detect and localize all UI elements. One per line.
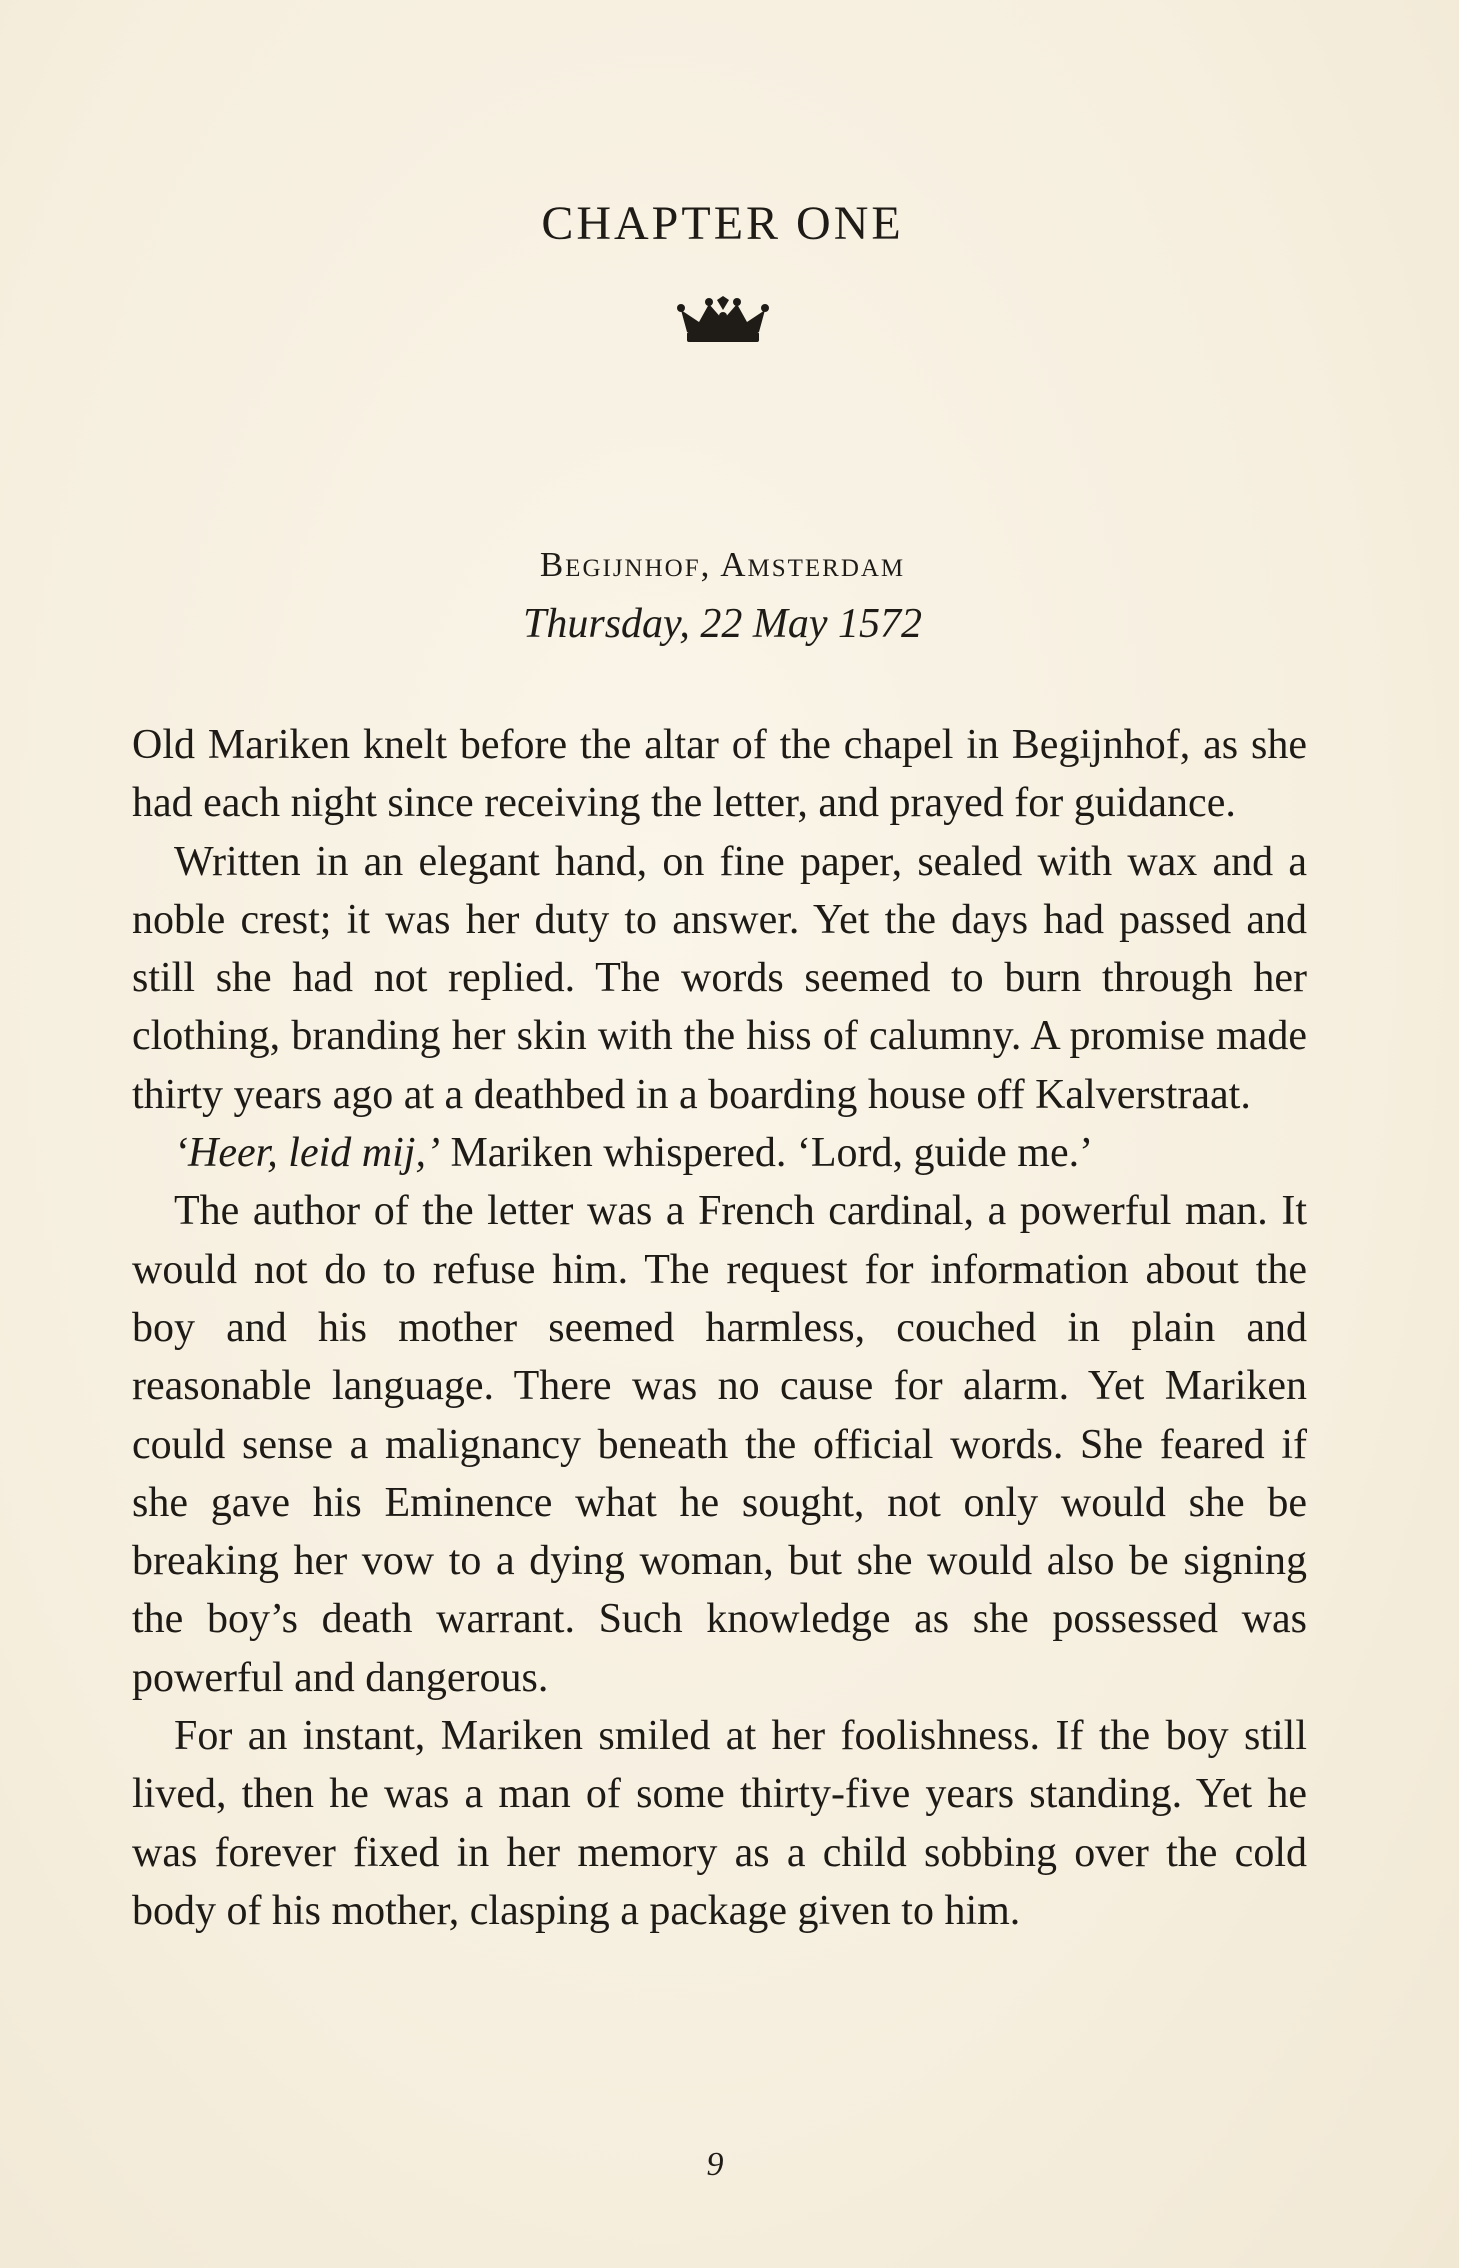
chapter-title: CHAPTER ONE [541, 197, 904, 250]
date-heading: Thursday, 22 May 1572 [523, 601, 922, 647]
paragraph [132, 1124, 1307, 1182]
italic-phrase: ‘Heer, leid mij,’ [174, 1130, 440, 1177]
paragraph-rest: Mariken whispered. ‘Lord, guide me.’ [439, 1130, 1094, 1177]
body-text [132, 716, 1307, 1940]
paragraph: The author of the letter was a French cardinal, a powerful man. It would not do to refuse him. The request for information about the boy and his mother seemed harmless, couched in plain and reasonable language. There was no cause for alarm. Yet Mariken could sense a malignancy beneath the official words. She feared if she gave his Eminence what he sought, not only would she be breaking her vow to a dying woman, but she would also be signing the boy’s death warrant. Such knowledge as she possessed was powerful and dangerous. [132, 1188, 1307, 1701]
paragraph: Written in an elegant hand, on fine paper, sealed with wax and a noble crest; it was her duty to answer. Yet the days had passed and still she had not replied. The words seemed to burn through her clothing, branding her skin with the hiss of calumny. A promise made thirty years ago at a deathbed in a boarding house off Kalverstraat. [132, 838, 1307, 1118]
paragraph: Old Mariken knelt before the altar of the chapel in Begijnhof, as she had each night since receiving the letter, and prayed for guidance. [132, 722, 1307, 827]
paragraph: For an instant, Mariken smiled at her foolishness. If the boy still lived, then he was a man of some thirty-five years standing. Yet he was forever fixed in her memory as a child sobbing over the cold body of his mother, clasping a package given to him. [132, 1713, 1307, 1934]
crown-icon [673, 296, 773, 346]
location-heading: Begijnhof, Amsterdam [539, 545, 906, 584]
page-number: 9 [706, 2146, 724, 2183]
